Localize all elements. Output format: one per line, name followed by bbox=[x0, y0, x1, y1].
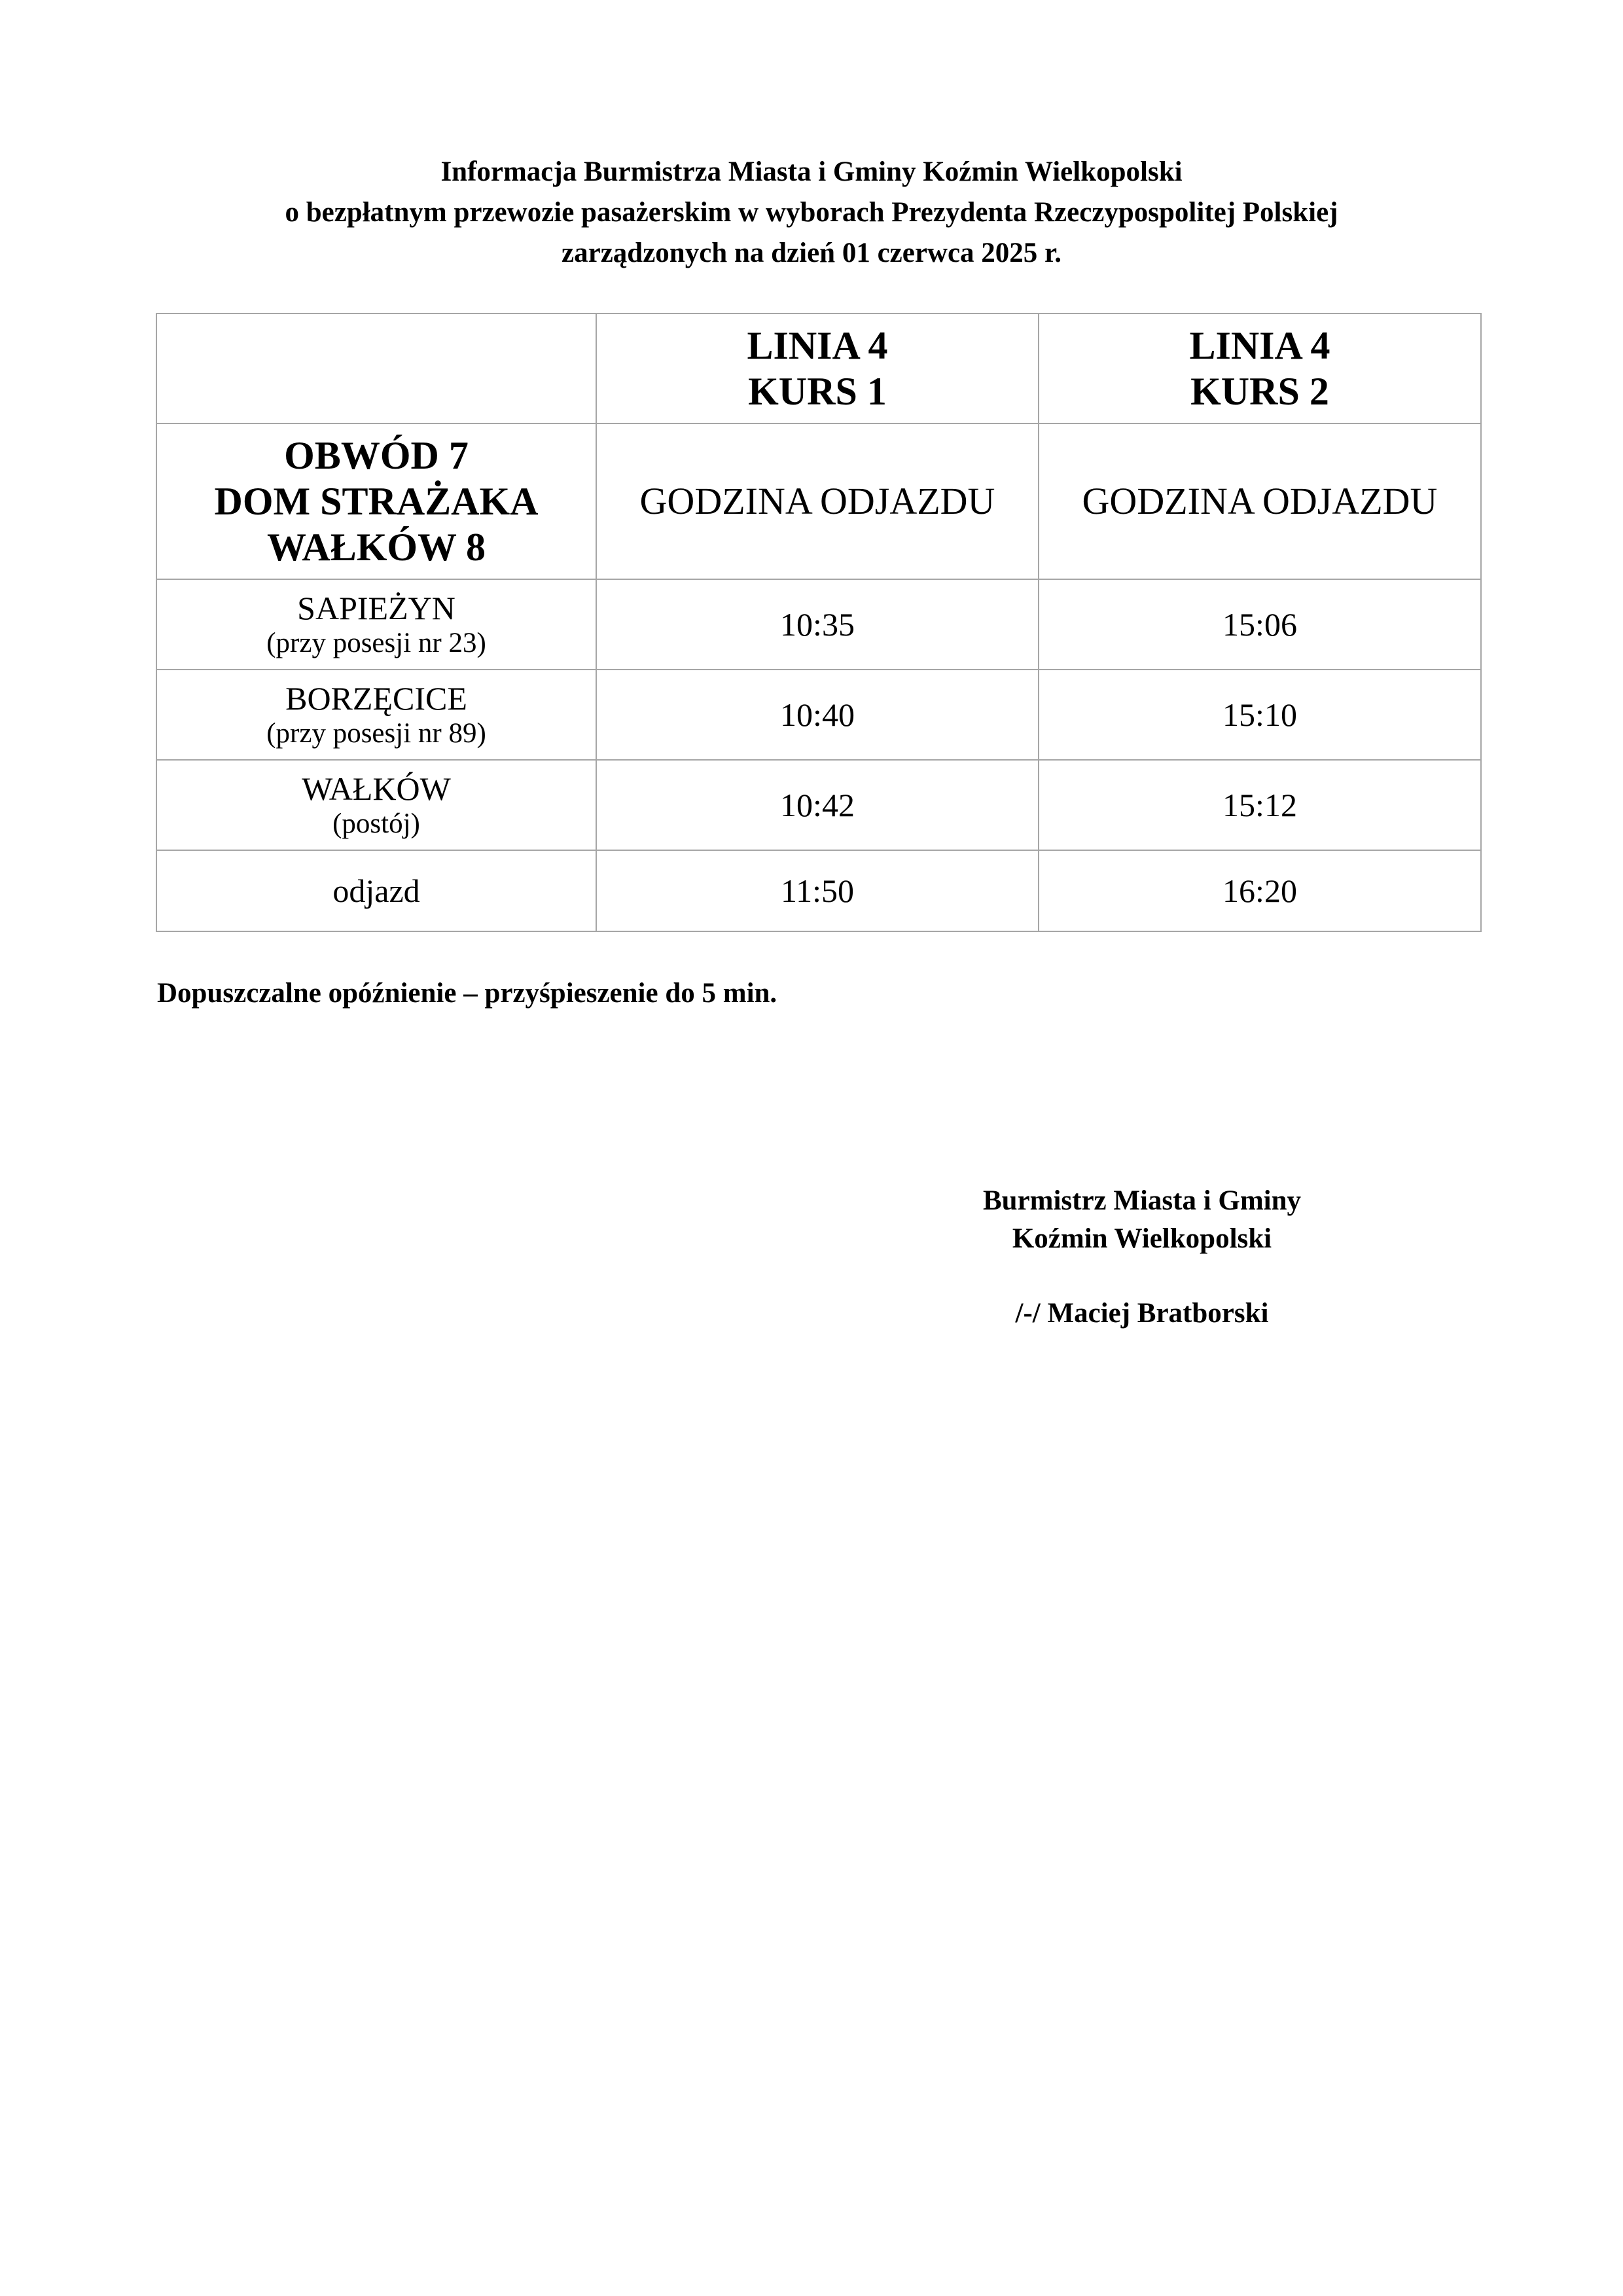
departure-time: 15:10 bbox=[1222, 696, 1297, 733]
table-row bbox=[156, 760, 1481, 850]
departure-time: 10:42 bbox=[780, 787, 855, 823]
document-header bbox=[0, 152, 1623, 274]
departure-time: 15:12 bbox=[1222, 787, 1297, 823]
course-label: KURS 1 bbox=[748, 370, 887, 413]
line-label: LINIA 4 bbox=[747, 324, 888, 367]
line-label: LINIA 4 bbox=[1189, 324, 1330, 367]
stop-note: (postój) bbox=[332, 808, 420, 839]
stop-name: WAŁKÓW bbox=[302, 770, 451, 807]
stop-name: SAPIEŻYN bbox=[297, 590, 455, 626]
signature-block bbox=[913, 1182, 1371, 1333]
stop-note: (przy posesji nr 89) bbox=[266, 718, 486, 749]
table-row bbox=[156, 670, 1481, 760]
signature-spacer bbox=[913, 1258, 1371, 1295]
time-cell bbox=[1039, 579, 1481, 670]
schedule-table bbox=[156, 313, 1482, 932]
district-line-2: DOM STRAŻAKA bbox=[214, 480, 539, 523]
signature-title-line-2: Koźmin Wielkopolski bbox=[1012, 1223, 1272, 1254]
stop-note: (przy posesji nr 23) bbox=[266, 628, 486, 658]
delay-note: Dopuszczalne opóźnienie – przyśpieszenie do 5 min. bbox=[157, 978, 777, 1009]
district-line-3: WAŁKÓW 8 bbox=[267, 526, 486, 569]
stop-cell bbox=[156, 760, 596, 850]
time-cell bbox=[596, 670, 1039, 760]
time-cell bbox=[596, 760, 1039, 850]
table-subheader-row bbox=[156, 423, 1481, 579]
course-label: KURS 2 bbox=[1190, 370, 1329, 413]
header-line-1: Informacja Burmistrza Miasta i Gminy Koźmin Wielkopolski bbox=[440, 156, 1183, 187]
stop-cell bbox=[156, 670, 596, 760]
district-line-1: OBWÓD 7 bbox=[284, 434, 469, 477]
departure-time: 10:35 bbox=[780, 606, 855, 643]
time-cell bbox=[1039, 760, 1481, 850]
time-cell bbox=[596, 579, 1039, 670]
departure-label-cell bbox=[156, 850, 596, 931]
departure-time: 15:06 bbox=[1222, 606, 1297, 643]
final-departure-time: 16:20 bbox=[1222, 872, 1297, 909]
signature-title-line-1: Burmistrz Miasta i Gminy bbox=[982, 1185, 1302, 1216]
time-cell bbox=[1039, 670, 1481, 760]
district-cell bbox=[156, 423, 596, 579]
time-header-label: GODZINA ODJAZDU bbox=[1082, 480, 1438, 522]
time-header-label: GODZINA ODJAZDU bbox=[639, 480, 995, 522]
time-cell bbox=[596, 850, 1039, 931]
departure-label: odjazd bbox=[332, 872, 420, 909]
final-departure-time: 11:50 bbox=[780, 872, 855, 909]
header-line-2: o bezpłatnym przewozie pasażerskim w wyborach Prezydenta Rzeczypospolitej Polskiej bbox=[285, 197, 1338, 228]
empty-corner-cell bbox=[156, 314, 596, 423]
departure-time: 10:40 bbox=[780, 696, 855, 733]
column-header-course-1 bbox=[596, 314, 1039, 423]
table-header-row bbox=[156, 314, 1481, 423]
column-header-course-2 bbox=[1039, 314, 1481, 423]
time-header-cell-1 bbox=[596, 423, 1039, 579]
time-cell bbox=[1039, 850, 1481, 931]
table-row bbox=[156, 579, 1481, 670]
table-row-departure bbox=[156, 850, 1481, 931]
stop-name: BORZĘCICE bbox=[285, 680, 467, 717]
stop-cell bbox=[156, 579, 596, 670]
signature-name: /-/ Maciej Bratborski bbox=[1015, 1298, 1269, 1329]
header-line-3: zarządzonych na dzień 01 czerwca 2025 r. bbox=[562, 238, 1061, 268]
time-header-cell-2 bbox=[1039, 423, 1481, 579]
